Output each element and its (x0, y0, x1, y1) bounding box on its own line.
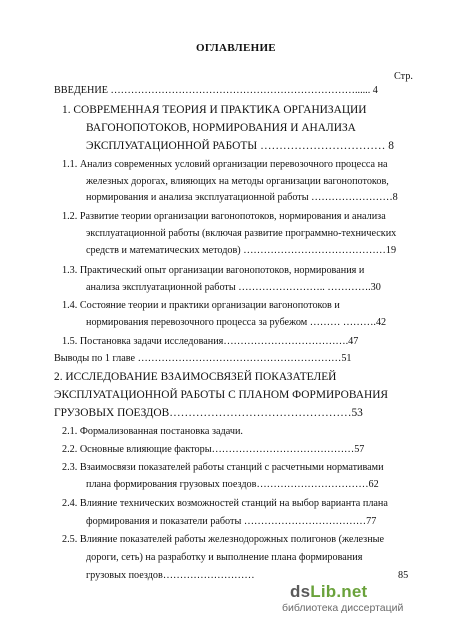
toc-line: 1.4. Состояние теории и практики организации вагонопотоков и (62, 300, 340, 311)
toc-line: 85 (398, 570, 409, 581)
toc-line: 2.3. Взаимосвязи показателей работы станций с расчетными нормативами (62, 462, 384, 473)
toc-line: 1.3. Практический опыт организации вагонопотоков, нормирования и (62, 265, 365, 276)
toc-line: ЭКСПЛУАТАЦИОННОЙ РАБОТЫ …………………………… 8 (86, 140, 394, 152)
toc-line: формирования и показатели работы ………………………………77 (86, 516, 377, 527)
toc-line: ЭКСПЛУАТАЦИОННОЙ РАБОТЫ С ПЛАНОМ ФОРМИРОВАНИЯ (54, 389, 389, 401)
toc-line: средств и математических методов) ……………………………………19 (86, 245, 397, 256)
toc-line: 2.4. Влияние технических возможностей станций на выбор варианта плана (62, 498, 388, 509)
toc-line: дороги, сеть) на разработку и выполнение плана формирования (86, 552, 363, 563)
toc-line: эксплуатационной работы (включая развитие программно-технических (86, 228, 397, 239)
toc-line: 1.5. Постановка задачи исследования……………………………….47 (62, 336, 359, 347)
toc-line: 2.1. Формализованная постановка задачи. (62, 426, 243, 437)
toc-line: 2.5. Влияние показателей работы железнодорожных полигонов (железные (62, 534, 385, 545)
toc-line: плана формирования грузовых поездов……………………………62 (86, 479, 379, 490)
watermark (282, 582, 442, 618)
page-title: ОГЛАВЛЕНИЕ (196, 42, 276, 54)
toc-line: грузовых поездов……………………… (86, 570, 255, 581)
toc-line: Выводы по 1 главе ……………………………………………………51 (54, 353, 352, 364)
page-column-header: Стр. (394, 71, 413, 82)
toc-line: 1. СОВРЕМЕННАЯ ТЕОРИЯ И ПРАКТИКА ОРГАНИЗАЦИИ (62, 104, 367, 116)
toc-line: нормирования перевозочного процесса за рубежом ……… ……….42 (86, 317, 387, 328)
toc-line: 1.1. Анализ современных условий организации перевозочного процесса на (62, 159, 388, 170)
toc-line: 2.2. Основные влияющие факторы……………………………………57 (62, 444, 365, 455)
toc-line: анализа эксплуатационной работы …………………….. ………….30 (86, 282, 381, 293)
toc-line: ВВЕДЕНИЕ ………………………………………………………………...... 4 (54, 85, 378, 96)
toc-line: 1.2. Развитие теории организации вагонопотоков, нормирования и анализа (62, 211, 386, 222)
toc-line: 2. ИССЛЕДОВАНИЕ ВЗАИМОСВЯЗЕЙ ПОКАЗАТЕЛЕЙ (54, 371, 337, 383)
toc-line: железных дорогах, влияющих на методы организации вагонопотоков, (86, 176, 389, 187)
toc-line: ГРУЗОВЫХ ПОЕЗДОВ…………………………………………53 (54, 407, 363, 419)
toc-line: нормирования и анализа эксплуатационной работы ……………………8 (86, 192, 398, 203)
watermark-logo: dsLib.net (290, 582, 368, 601)
watermark-subtitle: библиотека диссертаций (282, 602, 404, 614)
toc-line: ВАГОНОПОТОКОВ, НОРМИРОВАНИЯ И АНАЛИЗА (86, 122, 356, 134)
